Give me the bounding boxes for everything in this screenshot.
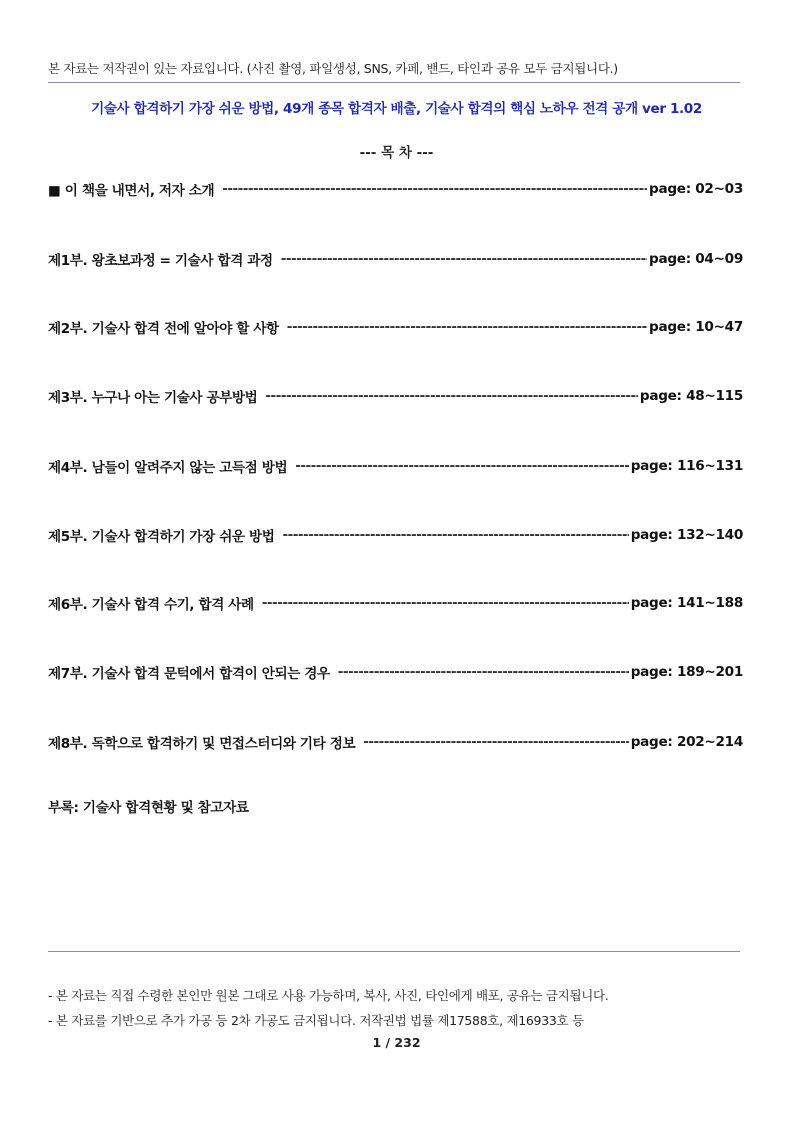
page-number: 1 / 232 [372,1035,421,1050]
toc-entry-part3[interactable] [48,385,743,407]
toc-entry-label: 제6부. 기술사 합격 수기, 합격 사례 [48,597,254,613]
toc-entry-part2[interactable] [48,316,743,338]
toc-dot-leader [338,664,629,680]
toc-entry-page: page: 141~188 [630,595,743,611]
toc-entry-part8[interactable] [48,731,743,753]
toc-dot-leader [363,734,629,750]
document-title: 기술사 합격하기 가장 쉬운 방법, 49개 종목 합격자 배출, 기술사 합격의 핵심 노하우 전격 공개 ver 1.02 [91,101,702,117]
footer-notice-1: - 본 자료는 직접 수령한 본인만 원본 그대로 사용 가능하며, 복사, 사진, 타인에게 배포, 공유는 금지됩니다. [48,988,609,1003]
toc-entry-page: page: 48~115 [639,388,743,404]
toc-entry-label: 제5부. 기술사 합격하기 가장 쉬운 방법 [48,529,275,545]
toc-entry-page: page: 10~47 [649,319,743,335]
toc-dot-leader [282,527,628,543]
toc-entry-label: 제4부. 남들이 알려주지 않는 고득점 방법 [48,460,288,476]
toc-entry-part6[interactable] [48,592,743,614]
toc-entry-part4[interactable] [48,455,743,477]
toc-dot-leader [262,595,629,611]
toc-entry-label: 제2부. 기술사 합격 전에 알아야 할 사항 [48,321,279,337]
toc-entry-label: 제7부. 기술사 합격 문턱에서 합격이 안되는 경우 [48,666,330,682]
toc-entry-page: page: 116~131 [630,458,743,474]
copyright-notice: 본 자료는 저작권이 있는 자료입니다. (사진 촬영, 파일생성, SNS, 카페, 밴드, 타인과 공유 모두 금지됩니다.) [48,61,618,76]
toc-entry-label: ■ 이 책을 내면서, 저자 소개 [48,183,215,199]
toc-dot-leader [295,458,629,474]
toc-dot-leader [281,251,647,267]
footer-notice-2: - 본 자료를 기반으로 추가 가공 등 2차 가공도 금지됩니다. 저작권법 법률 제17588호, 제16933호 등 [48,1013,584,1028]
header-divider [48,82,740,83]
toc-entry-label: 제3부. 누구나 아는 기술사 공부방법 [48,390,258,406]
toc-appendix[interactable]: 부록: 기술사 합격현황 및 참고자료 [48,800,249,816]
toc-entry-part5[interactable] [48,524,743,546]
toc-entry-page: page: 132~140 [630,527,743,543]
toc-entry-part1[interactable] [48,248,743,270]
toc-entry-part7[interactable] [48,661,743,683]
toc-dot-leader [287,319,647,335]
toc-entry-label: 제1부. 왕초보과정 = 기술사 합격 과정 [48,253,273,269]
toc-entry-page: page: 202~214 [630,734,743,750]
toc-entry-page: page: 02~03 [649,181,743,197]
toc-heading: --- 목 차 --- [359,145,434,161]
footer-divider [48,951,740,952]
toc-entry-page: page: 189~201 [630,664,743,680]
toc-entry-page: page: 04~09 [649,251,743,267]
toc-entry-label: 제8부. 독학으로 합격하기 및 면접스터디와 기타 정보 [48,736,356,752]
toc-dot-leader [222,181,647,197]
toc-entry-intro[interactable] [48,178,743,200]
toc-dot-leader [265,388,637,404]
